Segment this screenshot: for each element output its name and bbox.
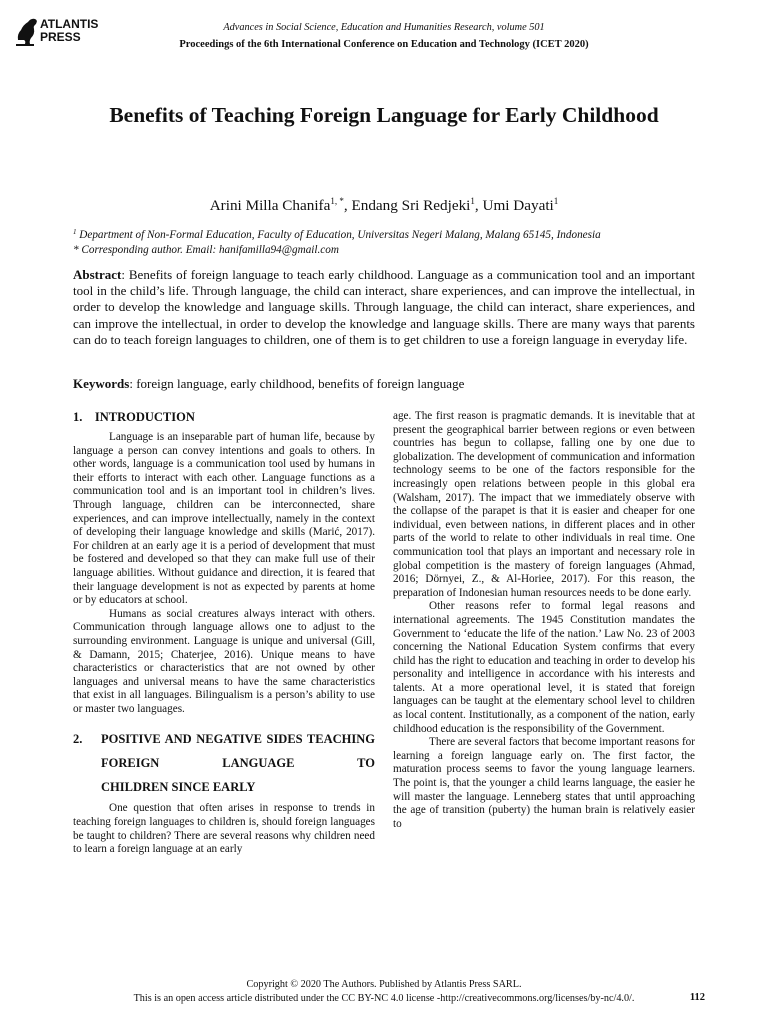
paragraph: age. The first reason is pragmatic demands. It is inevitable that at present the geographical barrier between regions or even between countries has begun to collapse, falling one by one due to globalization. The development of communication and information technology seems to be one of the factors responsible for the increasingly open relations between people in this global era (Walsham, 2017). The impact that we immediately observe with the collapse of the parapet is that it is easier and cheaper for one individual, even between nations, in different places and in other parts of the world to relate to other individuals in real time. One communication tool that plays an important and necessary role in global competition is the mastery of foreign languages (Ahmad, 2016; Dörnyei, Z., & Al-Horiee, 2017). For this reason, the preparation of Indonesian human resources needs to be done early.	[393, 410, 695, 599]
venue-line: Advances in Social Science, Education and Humanities Research, volume 501	[223, 22, 545, 33]
license-line: This is an open access article distributed under the CC BY-NC 4.0 license -http://creativecommons.org/licenses/by-nc/4.0/.	[133, 992, 635, 1004]
author-3: Umi Dayati	[482, 197, 554, 214]
section-2-number: 2.	[73, 732, 83, 747]
author-1: Arini Milla Chanifa	[209, 197, 331, 214]
page-number: 112	[689, 992, 705, 1003]
abstract-text: : Benefits of foreign language to teach early childhood. Language as a communication tool and an important tool in the child’s life. Through language, the child can interact, share experiences, and can improve the intellectual, in order to develop the knowledge and language skills. Through language, the child can interact, share experiences, and can improve the intellectual, in order to develop the knowledge and language skills. There are many ways that parents can do to teach foreign languages to children, one of them is to get children to use a foreign language in everyday life.	[73, 267, 695, 347]
affiliation-text: Department of Non-Formal Education, Faculty of Education, Universitas Negeri Malang, Malang 65145, Indonesia	[79, 229, 601, 241]
author-2-sup: 1	[470, 196, 475, 206]
author-3-sup: 1	[553, 196, 559, 206]
abstract-label: Abstract	[73, 267, 122, 282]
author-sep: ,	[343, 197, 352, 214]
author-2: Endang Sri Redjeki	[351, 197, 471, 214]
left-column	[73, 410, 375, 857]
author-1-sup: 1, *	[330, 196, 344, 206]
page-footer	[0, 978, 768, 1005]
paragraph: One question that often arises in response to trends in teaching foreign languages to children is, should foreign languages be taught to children? There are several reasons why children need to learn a foreign language at an early	[73, 802, 375, 856]
section-2-title-line2: CHILDREN SINCE EARLY	[101, 780, 256, 795]
section-1-heading	[73, 410, 375, 424]
paragraph: Other reasons refer to formal legal reasons and international agreements. The 1945 Constitution mandates the Government to ‘educate the life of the nation.’ Law No. 23 of 2003 concerning the National Education System confirms that every child has the right to education and teaching in order to develop his personality and intelligence in accordance with his interests and talents. At a more operational level, it is stated that foreign languages can be taught at the elementary school level to children as local content. Institutionally, as a component of the nation, early childhood education is the responsibility of the Government.	[393, 600, 695, 735]
author-sep: ,	[474, 197, 483, 214]
paper-title: Benefits of Teaching Foreign Language for Early Childhood	[109, 103, 659, 127]
logo-line1: ATLANTIS	[40, 17, 99, 31]
section-1-title: INTRODUCTION	[94, 410, 195, 424]
paragraph: Humans as social creatures always interact with others. Communication through language allows one to adjust to the surrounding environment. Language is unique and universal (Gill, & Damann, 2015; Chaterjee, 2016). Unique means to have characteristics or characteristics that are not owned by other languages and universal means to have the same characteristics that exist in all languages. Bilingualism is a person’s ability to use or master two languages.	[73, 607, 375, 715]
author-list	[0, 196, 768, 215]
logo-line2: PRESS	[40, 30, 81, 44]
proceedings-line: Proceedings of the 6th International Conference on Education and Technology (ICET 2020)	[179, 39, 589, 50]
paragraph: There are several factors that become important reasons for learning a foreign language early on. The first factor, the maturation process seems to favor the young language learners. The point is, that the younger a child learns language, the easier he will master the language. Lenneberg states that until approaching the age of transition (puberty) the human brain is relatively easier to	[393, 736, 695, 830]
corresponding-author: * Corresponding author. Email: hanifamilla94@gmail.com	[73, 244, 339, 256]
keywords-label: Keywords	[73, 376, 130, 391]
section-1-number: 1.	[73, 410, 83, 424]
affiliation-sup: 1	[73, 228, 77, 236]
keywords-text: : foreign language, early childhood, benefits of foreign language	[129, 376, 465, 391]
abstract	[73, 267, 695, 348]
copyright-line: Copyright © 2020 The Authors. Published by Atlantis Press SARL.	[246, 979, 522, 990]
keywords	[73, 376, 695, 392]
affiliations	[73, 225, 713, 258]
section-2-heading	[73, 727, 375, 799]
right-column	[393, 410, 695, 831]
paragraph: Language is an inseparable part of human life, because by language a person can convey intentions and goals to others. In other words, language is a communication tool used by humans in their efforts to interact with each other. Language functions as a communication tool and is an important tool in children’s lives. Through language, children can be interconnected, share experiences, and can improve intellectually, namely in the context of developing their language knowledge and skills (Marić, 2017). For children at an early age it is a period of development that must be fostered and developed so that they can make full use of their language abilities. Without guidance and direction, it is feared that their language development is not as expected by parents at home or by educators at school.	[73, 431, 375, 607]
section-2-title-line1: POSITIVE AND NEGATIVE SIDES TEACHING FOREIGN LANGUAGE TO	[101, 732, 375, 771]
affiliation-line	[73, 225, 713, 243]
